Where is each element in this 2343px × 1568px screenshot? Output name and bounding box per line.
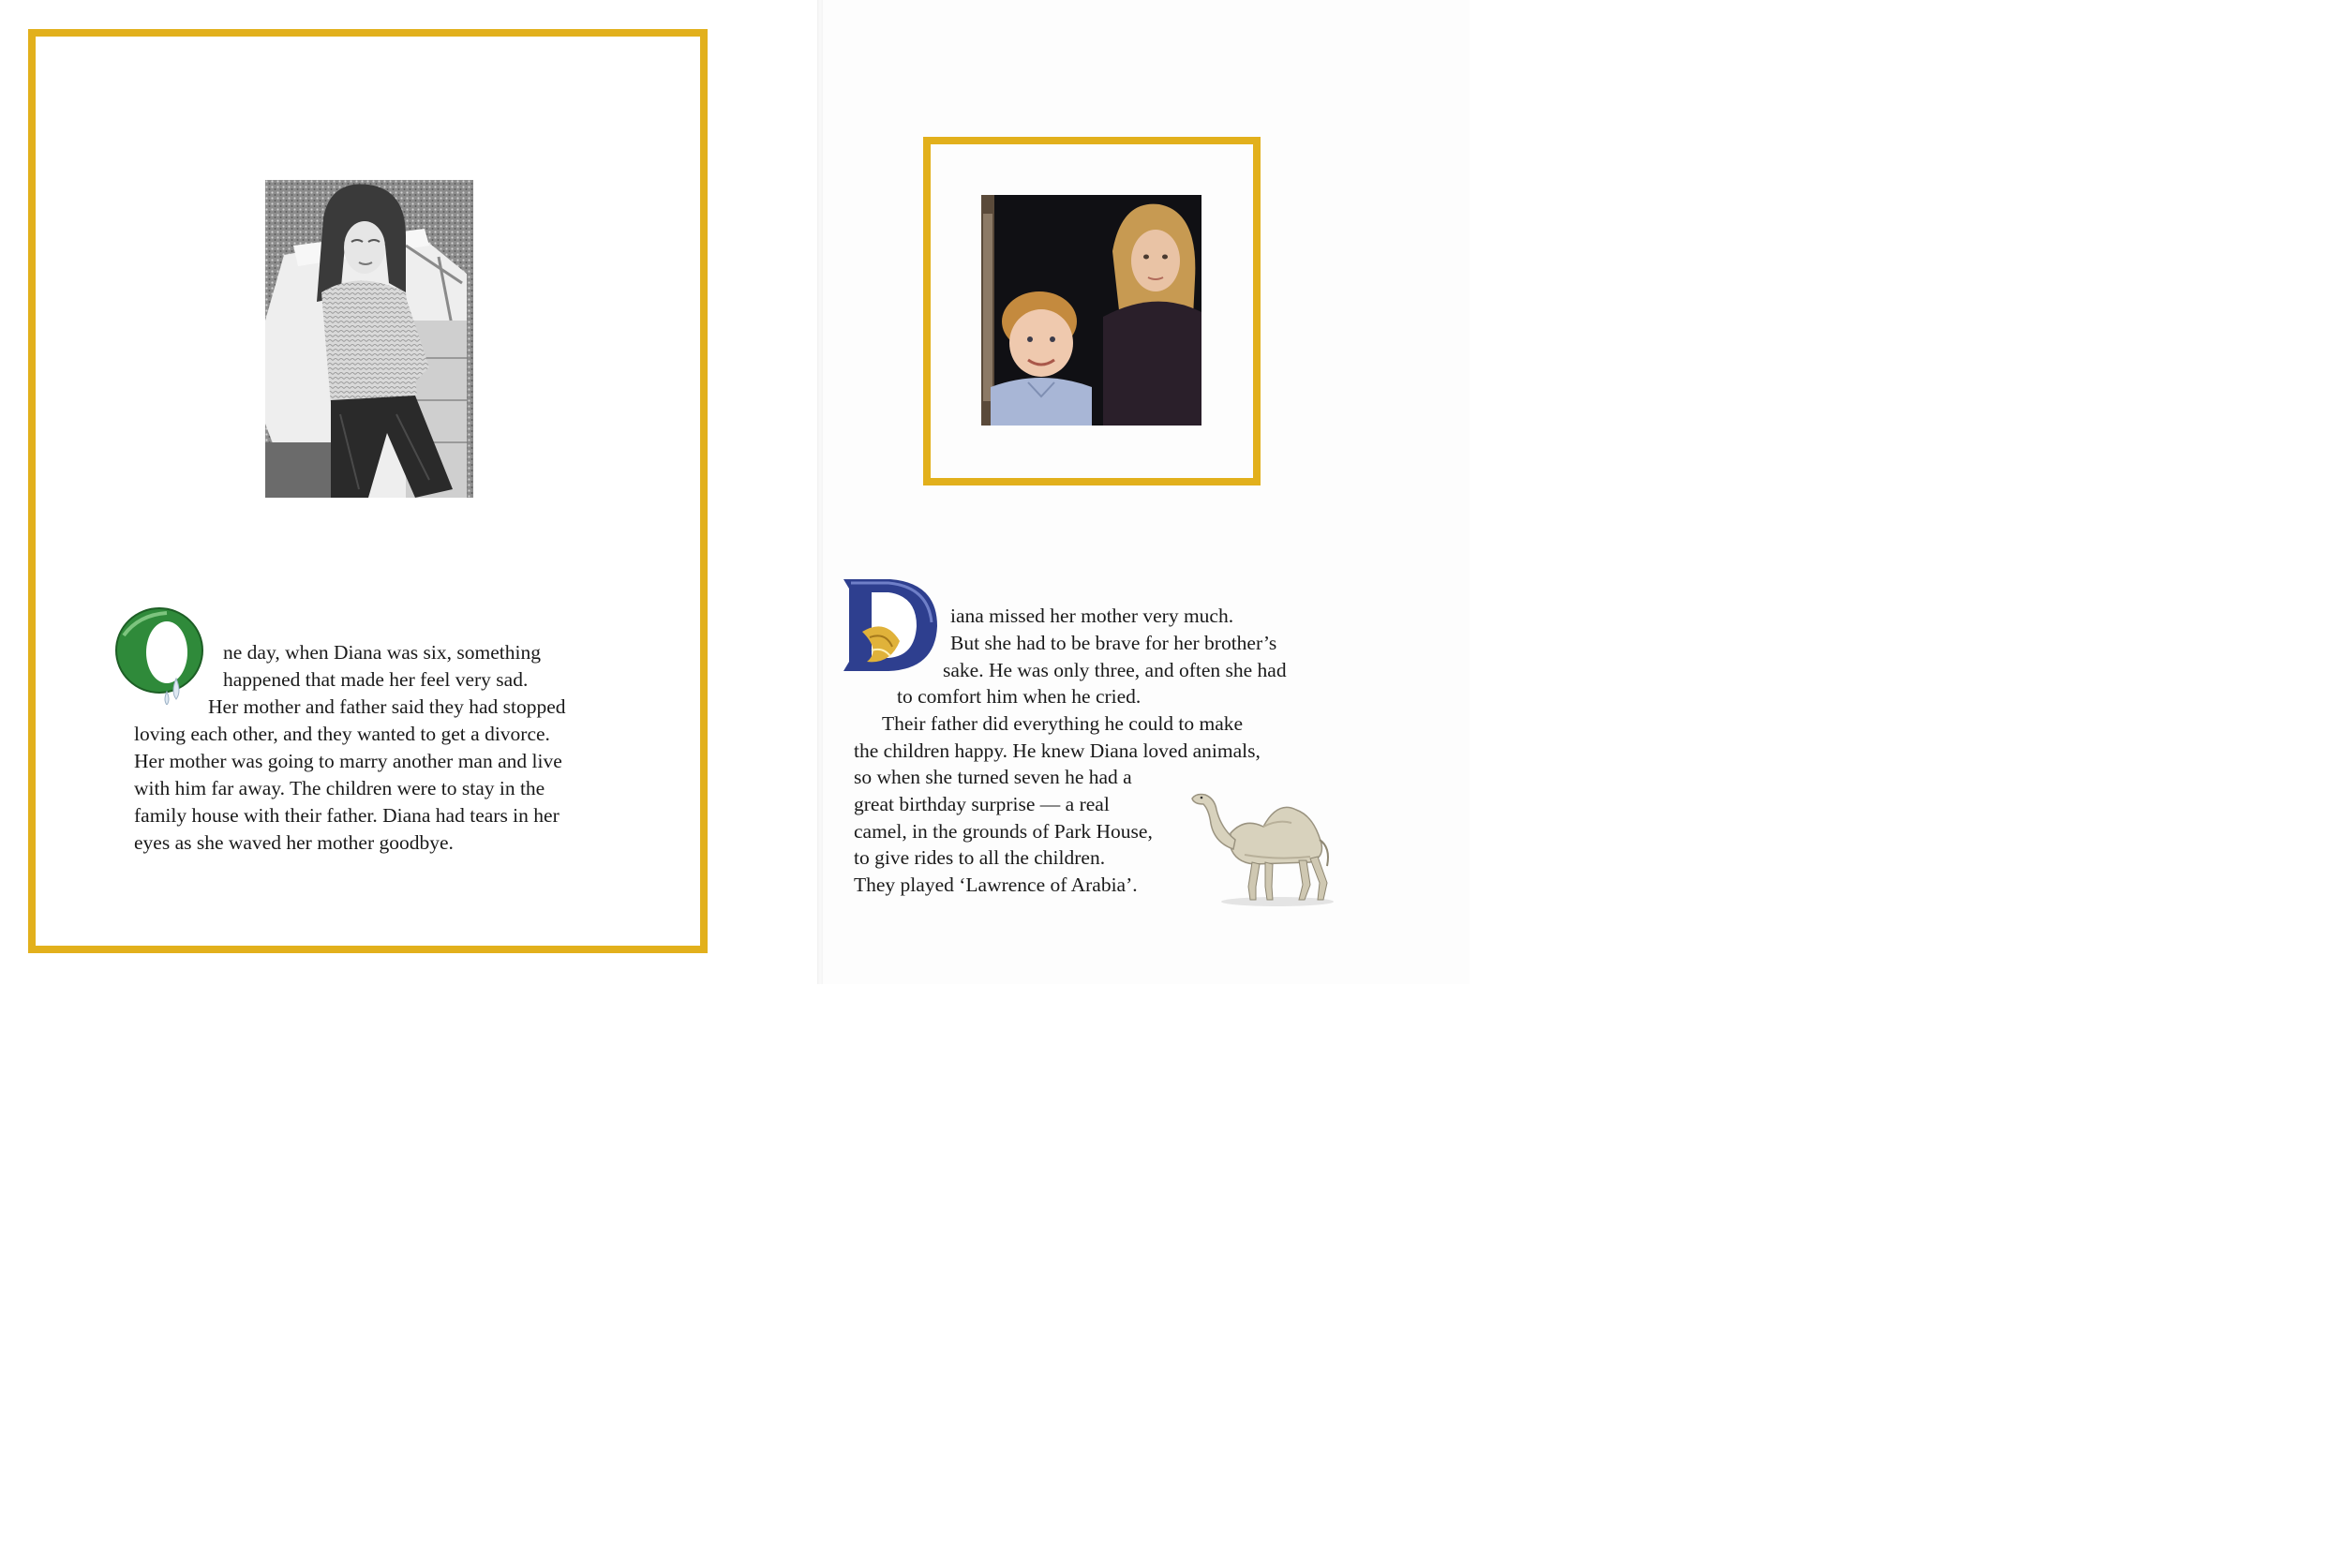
text-line: family house with their father. Diana had tears in her bbox=[134, 804, 560, 827]
camel-illustration bbox=[1188, 782, 1343, 908]
text-line: great birthday surprise — a real bbox=[854, 793, 1110, 815]
text-line: to give rides to all the children. bbox=[854, 846, 1106, 869]
text-line: iana missed her mother very much. bbox=[950, 605, 1234, 627]
camel-icon bbox=[1188, 782, 1343, 908]
text-line: happened that made her feel very sad. bbox=[223, 668, 529, 691]
text-line: ne day, when Diana was six, something bbox=[223, 641, 541, 664]
text-line: loving each other, and they wanted to get a divorce. bbox=[134, 723, 550, 745]
text-line: But she had to be brave for her brother’s bbox=[950, 632, 1277, 654]
text-line: so when she turned seven he had a bbox=[854, 766, 1132, 788]
text-line: Her mother was going to marry another man and live bbox=[134, 750, 562, 772]
text-line: Her mother and father said they had stopped bbox=[208, 695, 566, 718]
text-line: to comfort him when he cried. bbox=[897, 685, 1142, 708]
book-spread bbox=[0, 0, 1470, 984]
text-line: sake. He was only three, and often she had bbox=[943, 659, 1287, 681]
text-line: camel, in the grounds of Park House, bbox=[854, 820, 1153, 843]
text-line: Their father did everything he could to make bbox=[882, 712, 1244, 735]
text-line: eyes as she waved her mother goodbye. bbox=[134, 831, 454, 854]
text-line: with him far away. The children were to stay in the bbox=[134, 777, 545, 799]
text-line: the children happy. He knew Diana loved animals, bbox=[854, 739, 1261, 762]
text-line: They played ‘Lawrence of Arabia’. bbox=[854, 874, 1138, 896]
